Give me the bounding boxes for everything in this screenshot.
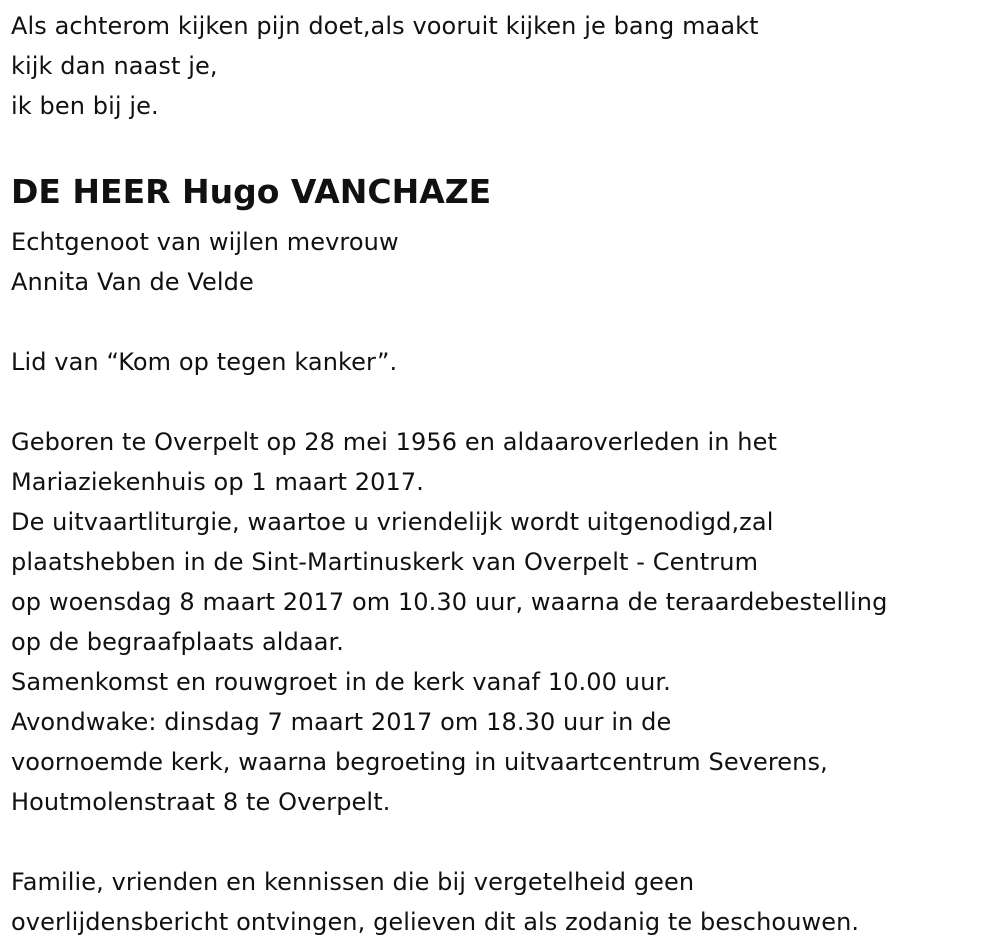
deceased-name: DE HEER Hugo VANCHAZE [11, 172, 492, 211]
poem-line: kijk dan naast je, [11, 52, 218, 80]
spacer [11, 822, 991, 862]
detail-line: voornoemde kerk, waarna begroeting in uitvaartcentrum Severens, [11, 748, 828, 776]
spouse-info [11, 222, 991, 302]
detail-line: Avondwake: dinsdag 7 maart 2017 om 18.30 uur in de [11, 708, 672, 736]
detail-line: plaatshebben in de Sint-Martinuskerk van Overpelt - Centrum [11, 548, 759, 576]
spacer [11, 382, 991, 422]
poem-line: ik ben bij je. [11, 92, 159, 120]
spouse-line: Annita Van de Velde [11, 268, 254, 296]
obituary-notice [11, 0, 991, 942]
detail-line: Mariaziekenhuis op 1 maart 2017. [11, 468, 424, 496]
detail-line: op woensdag 8 maart 2017 om 10.30 uur, waarna de teraardebestelling [11, 588, 888, 616]
spouse-line: Echtgenoot van wijlen mevrouw [11, 228, 399, 256]
membership-line: Lid van “Kom op tegen kanker”. [11, 348, 398, 376]
detail-line: Houtmolenstraat 8 te Overpelt. [11, 788, 391, 816]
detail-line: op de begraafplaats aldaar. [11, 628, 345, 656]
poem-line: Als achterom kijken pijn doet,als vooruit kijken je bang maakt [11, 12, 759, 40]
closing-line: overlijdensbericht ontvingen, gelieven dit als zodanig te beschouwen. [11, 908, 860, 936]
detail-line: De uitvaartliturgie, waartoe u vriendelijk wordt uitgenodigd,zal [11, 508, 774, 536]
closing-note [11, 862, 991, 942]
detail-line: Samenkomst en rouwgroet in de kerk vanaf 10.00 uur. [11, 668, 671, 696]
spacer [11, 302, 991, 342]
closing-line: Familie, vrienden en kennissen die bij vergetelheid geen [11, 868, 695, 896]
detail-line: Geboren te Overpelt op 28 mei 1956 en aldaaroverleden in het [11, 428, 777, 456]
funeral-details [11, 422, 991, 822]
opening-poem [11, 6, 991, 126]
